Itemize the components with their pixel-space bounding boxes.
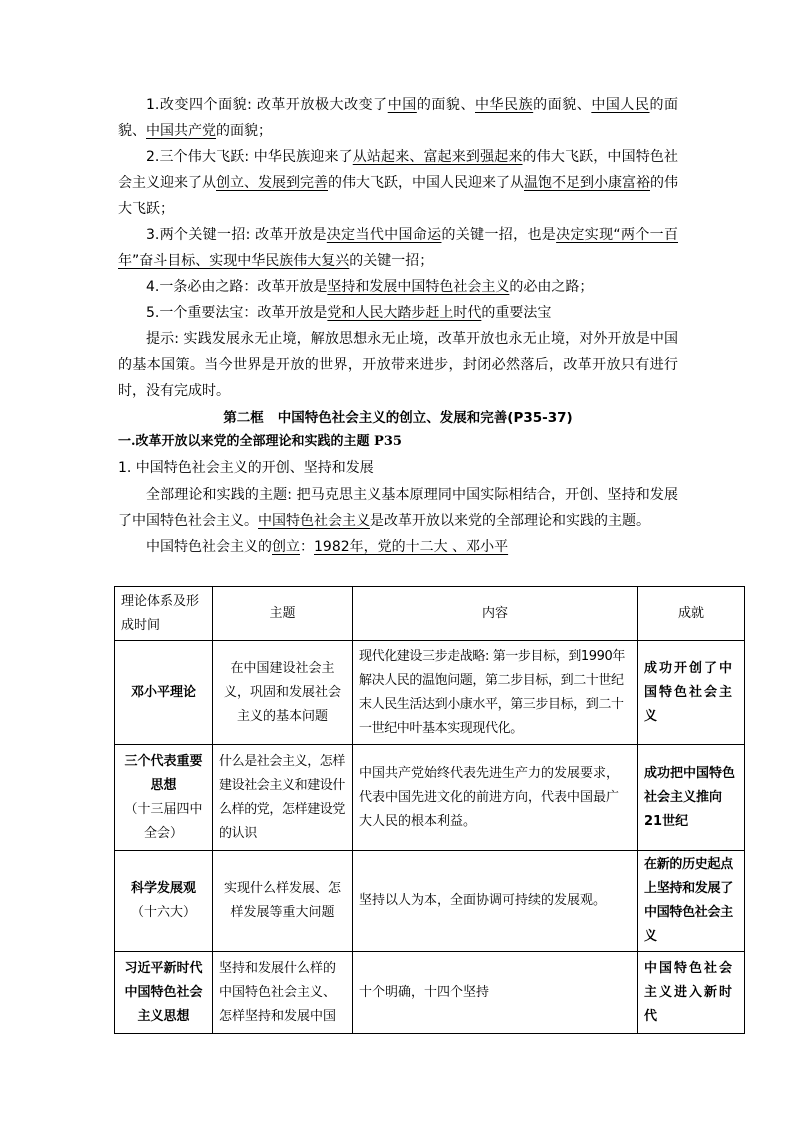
theory-system-table xyxy=(114,586,745,1034)
row-name: 邓小平理论 xyxy=(115,641,213,745)
paragraph-two-key-moves: 3.两个关键一招: 改革开放是决定当代中国命运的关键一招，也是决定实现“两个一百年”奋斗目标、实现中华民族伟大复兴的关键一招； xyxy=(118,227,679,269)
row-result: 中国特色社会主义进入新时代 xyxy=(638,952,745,1034)
paragraph-theme: 全部理论和实践的主题: 把马克思主义基本原理同中国实际相结合，开创、坚持和发展了中国特色社会主义。中国特色社会主义是改革开放以来党的全部理论和实践的主题。 xyxy=(118,487,678,529)
paragraph-founding: 中国特色社会主义的创立：1982年，党的十二大 、邓小平 xyxy=(146,539,509,555)
table-row xyxy=(115,641,745,745)
header-content: 内容 xyxy=(353,587,638,641)
paragraph-one-path: 4.一条必由之路：改革开放是坚持和发展中国特色社会主义的必由之路； xyxy=(146,279,594,295)
header-theme: 主题 xyxy=(213,587,353,641)
table-row xyxy=(115,952,745,1034)
paragraph-tip: 提示: 实践发展永无止境，解放思想永无止境，改革开放也永无止境，对外开放是中国的基本国策。当今世界是开放的世界，开放带来进步，封闭必然落后，改革开放只有进行时，没有完成时。 xyxy=(118,331,678,399)
row-theme: 实现什么样发展、怎样发展等重大问题 xyxy=(213,851,353,952)
row-name: 三个代表重要思想 （十三届四中全会） xyxy=(115,745,213,851)
row-name: 科学发展观 （十六大） xyxy=(115,851,213,952)
row-theme: 什么是社会主义，怎样建设社会主义和建设什么样的党，怎样建设党的认识 xyxy=(213,745,353,851)
section-title: 第二框 中国特色社会主义的创立、发展和完善(P35-37) xyxy=(223,410,573,426)
heading-level-1: 一.改革开放以来党的全部理论和实践的主题 P35 xyxy=(118,434,402,449)
row-result: 成功开创了中国特色社会主义 xyxy=(638,641,745,745)
header-formation: 理论体系及形成时间 xyxy=(115,587,213,641)
table-row xyxy=(115,745,745,851)
row-theme: 在中国建设社会主义，巩固和发展社会主义的基本问题 xyxy=(213,641,353,745)
row-result: 成功把中国特色社会主义推向21世纪 xyxy=(638,745,745,851)
row-content: 坚持以人为本，全面协调可持续的发展观。 xyxy=(353,851,638,952)
table-header-row xyxy=(115,587,745,641)
row-content: 十个明确，十四个坚持 xyxy=(353,952,638,1034)
row-theme: 坚持和发展什么样的中国特色社会主义、怎样坚持和发展中国 xyxy=(213,952,353,1034)
paragraph-one-magic-weapon: 5.一个重要法宝：改革开放是党和人民大踏步赶上时代的重要法宝 xyxy=(146,305,552,321)
heading-level-2: 1. 中国特色社会主义的开创、坚持和发展 xyxy=(118,460,374,476)
table-row xyxy=(115,851,745,952)
row-name: 习近平新时代中国特色社会主义思想 xyxy=(115,952,213,1034)
row-content: 中国共产党始终代表先进生产力的发展要求，代表中国先进文化的前进方向，代表中国最广大人民的根本利益。 xyxy=(353,745,638,851)
paragraph-change-four-faces: 1.改变四个面貌: 改革开放极大改变了中国的面貌、中华民族的面貌、中国人民的面貌、中国共产党的面貌； xyxy=(118,97,679,139)
row-content: 现代化建设三步走战略: 第一步目标，到1990年解决人民的温饱问题，第二步目标，到二十世纪末人民生活达到小康水平，第三步目标，到二十一世纪中叶基本实现现代化。 xyxy=(353,641,638,745)
document-body xyxy=(118,92,678,560)
row-result: 在新的历史起点上坚持和发展了中国特色社会主义 xyxy=(638,851,745,952)
header-achievement: 成就 xyxy=(638,587,745,641)
paragraph-three-leaps: 2.三个伟大飞跃: 中华民族迎来了从站起来、富起来到强起来的伟大飞跃，中国特色社会主义迎来了从创立、发展到完善的伟大飞跃，中国人民迎来了从温饱不足到小康富裕的伟大飞跃； xyxy=(118,149,679,217)
